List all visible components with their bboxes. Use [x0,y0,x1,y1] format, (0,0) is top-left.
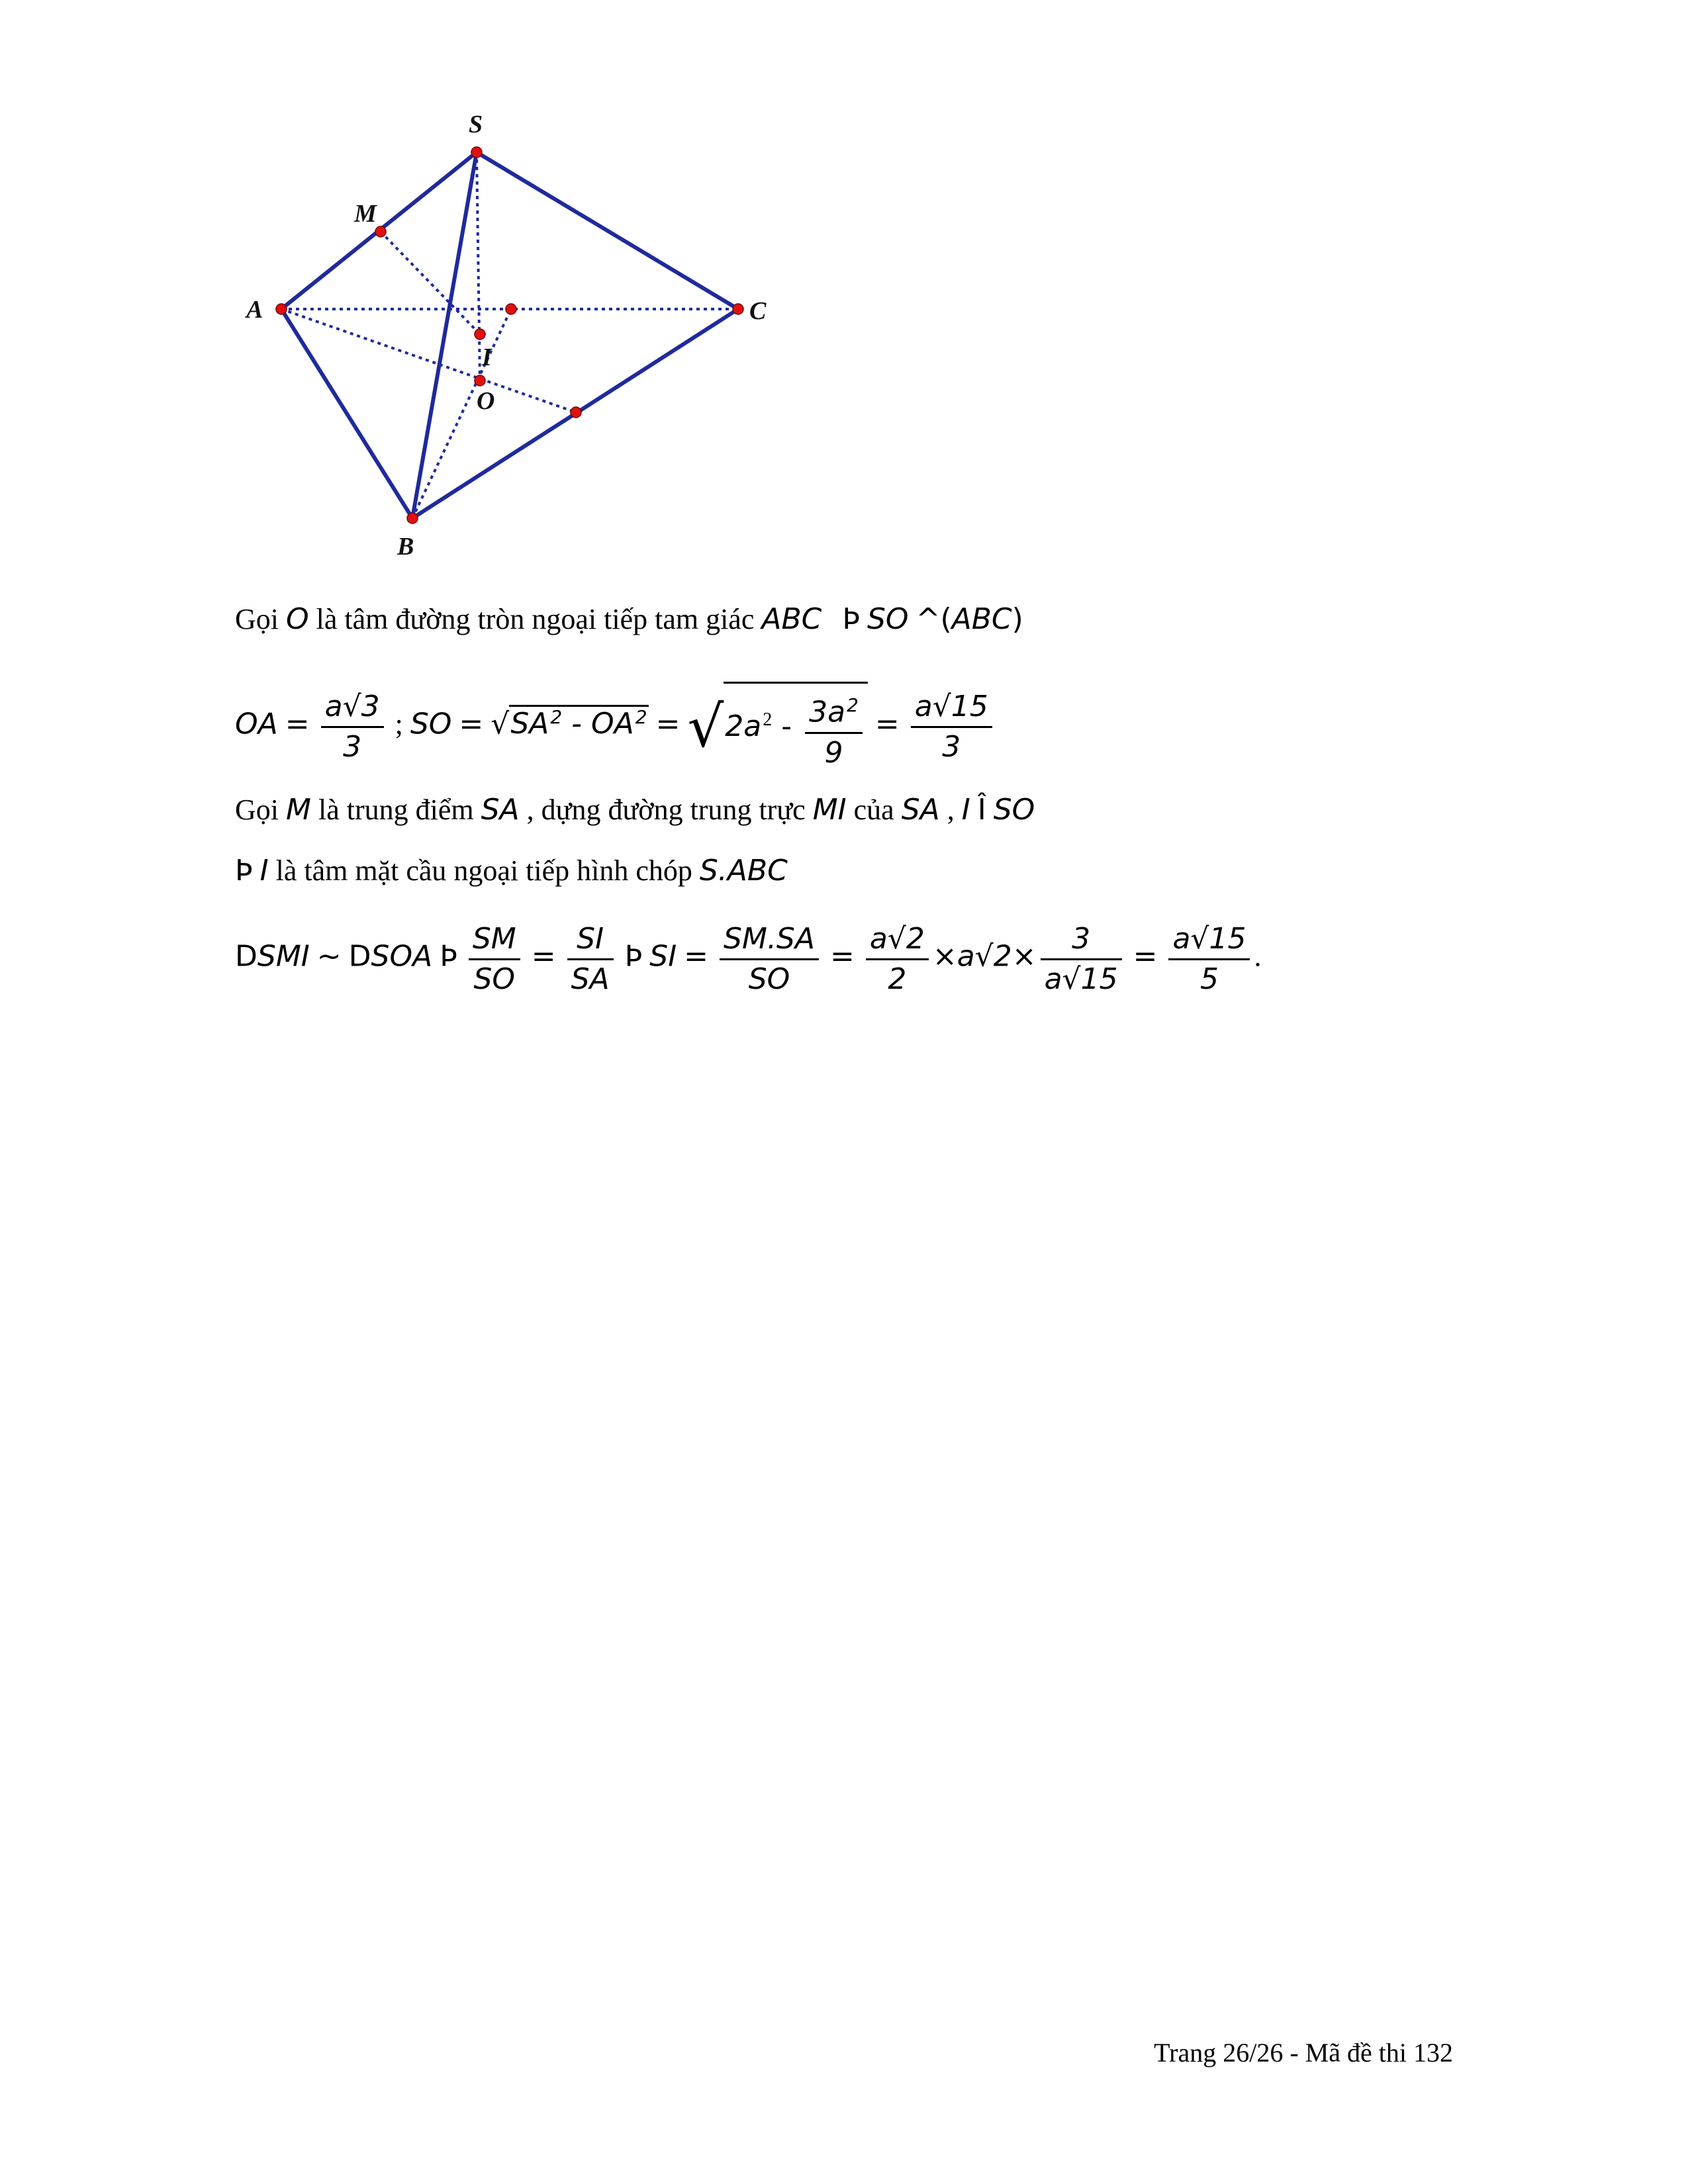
denominator: a√15 [1044,962,1118,996]
denominator: 3 [942,729,961,764]
perp-symbol: ^ [915,602,941,636]
point-S [471,147,482,158]
numerator: 3 [1041,920,1122,960]
math-SABC: S.ABC [699,854,788,887]
math-SMI: SMI [257,939,310,974]
point-C [733,304,743,314]
dotted-MI [381,232,480,334]
math-ABC-plane: ABC [951,602,1012,636]
label-C: C [749,297,767,325]
paren-right: ) [1011,602,1023,636]
denominator: SA [571,962,610,996]
equals: = [531,939,556,974]
math-O: O [286,602,309,636]
math-SO: SO [410,707,452,741]
equals: = [655,707,680,741]
fraction-OA [321,688,384,766]
implies-symbol: Þ [842,602,860,636]
paren-left: ( [940,602,952,636]
denominator: 2 [888,962,907,996]
label-S: S [469,111,483,138]
label-O: O [477,387,495,415]
points [276,147,743,523]
solid-edges [281,152,738,518]
point-A [276,304,287,314]
implies-symbol: Þ [235,854,253,887]
denominator: 3 [343,729,362,764]
fraction-SMSA-SO [720,920,819,999]
solution-line-5 [235,920,1261,999]
text: , dựng đường trung trực [519,794,813,826]
math-I: I [961,793,970,827]
exponent: 2 [763,709,773,731]
text: , [939,794,962,826]
sqrt-sign-large: √ [687,694,724,760]
math-SI: SI [649,939,677,974]
equals: = [1133,939,1158,974]
times: × [932,939,957,974]
math-SO: SO [993,793,1035,827]
math-I: I [259,854,269,887]
minus: - [562,707,592,741]
exponent: 2 [550,705,563,728]
sqrt-content [509,705,648,741]
numerator: SM [469,920,520,960]
math-SA: SA [481,793,520,827]
text: là tâm mặt cầu ngoại tiếp hình chóp [268,854,700,887]
text: Gọi [235,603,286,635]
math-SO: SO [867,602,909,636]
label-B: B [397,533,414,561]
solution-line-2 [235,682,996,772]
numerator: SI [567,920,614,960]
text: là trung điểm [310,794,481,826]
numerator: a√15 [1168,920,1250,960]
equals: = [459,707,484,741]
numerator: a√3 [321,688,384,728]
sqrt-content-large [724,682,868,772]
denominator: SO [748,962,790,996]
edge-AB [281,309,412,518]
dotted-SO [477,152,480,381]
page-footer: Trang 26/26 - Mã đề thi 132 [1154,2038,1453,2068]
fraction-3-a-sqrt15 [1041,920,1122,999]
fraction-result [911,688,992,766]
solution-line-1 [235,602,1023,636]
dotted-lines [281,152,738,518]
math-SA: SA [510,707,549,741]
numerator: $3a^2$ [805,686,863,734]
math-ABC: ABC [761,602,822,636]
triangle-symbol: D [348,939,371,974]
dotted-A-median [281,309,576,412]
numerator: SM.SA [720,920,819,960]
minus: - [772,709,802,743]
fraction-final [1168,920,1250,999]
point-O [475,375,485,386]
similar-symbol: ~ [316,939,342,974]
text: Gọi [235,794,286,826]
label-M: M [354,200,377,228]
denominator: 9 [824,735,843,770]
math-M: M [286,793,311,827]
math-MI: MI [812,793,847,827]
edge-SB [412,152,477,518]
separator: ; [395,707,410,741]
text: là tâm đường tròn ngoại tiếp tam giác [308,603,762,635]
denominator: SO [473,962,516,996]
equals: = [829,939,855,974]
pyramid-figure [232,106,827,569]
solution-line-4 [235,854,788,887]
text: của [846,794,902,826]
point-labels [245,111,767,561]
numerator: a√2 [866,920,929,960]
in-symbol: Î [977,793,986,827]
equals: = [874,707,900,741]
fraction-a-sqrt2-2 [866,920,929,999]
math-OA: OA [235,707,278,741]
point-M [375,226,386,237]
implies-symbol: Þ [624,939,643,974]
triangle-symbol: D [235,939,258,974]
equals: = [285,707,310,741]
point-K [506,304,516,314]
equals: = [684,939,709,974]
period: . [1254,940,1262,973]
implies-symbol: Þ [440,939,457,974]
exponent: 2 [635,705,647,728]
sqrt-sign: √ [491,707,510,741]
point-N [571,407,581,418]
math-SA: SA [901,793,940,827]
point-I [475,329,485,340]
fraction-3a2-9 [805,686,863,772]
math-2a: 2a [725,709,762,743]
fraction-SM-SO [469,920,520,999]
fraction-SI-SA [567,920,614,999]
math-a-sqrt2: a√2 [957,939,1012,974]
math-OA: OA [591,707,634,741]
label-A: A [246,296,263,324]
math-SOA: SOA [371,939,433,974]
point-B [407,513,418,523]
denominator: 5 [1199,962,1219,996]
numerator: a√15 [911,688,992,728]
edge-SC [477,152,738,309]
label-I: I [482,343,492,371]
solution-line-3 [235,793,1035,827]
times: × [1011,939,1037,974]
